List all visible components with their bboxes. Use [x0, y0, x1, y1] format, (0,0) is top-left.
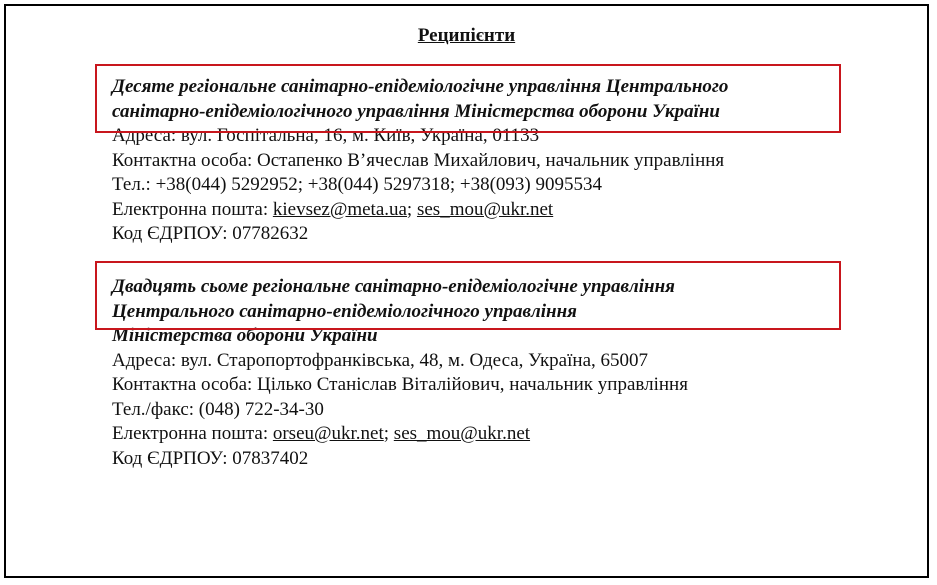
- recipient-1-phone: Тел.: +38(044) 5292952; +38(044) 5297318; +38(093) 9095534: [112, 174, 602, 195]
- recipient-1-email-label: Електронна пошта:: [112, 198, 273, 220]
- recipient-2-email-link-1[interactable]: orseu@ukr.net: [272, 423, 384, 444]
- recipient-2-org-line-1: Двадцять сьоме регіональне санітарно-епідеміологічне управління: [112, 276, 675, 297]
- recipient-1-email-link-1[interactable]: kievsez@meta.ua;: [272, 198, 413, 220]
- recipient-1-contact: Контактна особа: Остапенко В’ячеслав Михайлович, начальник управління: [112, 149, 725, 171]
- recipient-1-org-line-1: Десяте регіональне санітарно-епідеміологічне управління Центрального: [112, 76, 729, 97]
- recipient-1-email-row: [112, 198, 872, 223]
- recipient-2-org-line-2: Центрального санітарно-епідеміологічного управління: [112, 300, 577, 322]
- recipient-2-address: Адреса: вул. Старопортофранківська, 48, м. Одеса, Україна, 65007: [112, 349, 648, 371]
- recipient-2-edrpou: Код ЄДРПОУ: 07837402: [112, 447, 309, 469]
- document-page: [4, 4, 929, 578]
- recipient-2-email-separator: ;: [383, 423, 394, 444]
- recipient-1-address: Адреса: вул. Госпітальна, 16, м. Київ, Україна, 01133: [112, 125, 540, 146]
- recipient-2-contact: Контактна особа: Цілько Станіслав Віталійович, начальник управління: [112, 374, 688, 395]
- recipient-1-org-line-2: санітарно-епідеміологічного управління Міністерства оборони України: [112, 100, 720, 122]
- recipient-2-email-row: [112, 422, 872, 447]
- recipient-2-email-label: Електронна пошта:: [112, 423, 273, 444]
- recipient-1-edrpou: Код ЄДРПОУ: 07782632: [112, 223, 309, 244]
- recipient-1-email-link-2[interactable]: ses_mou@ukr.net: [416, 198, 554, 220]
- recipient-2-org-line-3: Міністерства оборони України: [112, 325, 378, 346]
- page-title: Реципієнти: [417, 25, 516, 46]
- recipient-2-phone: Тел./факс: (048) 722-34-30: [112, 398, 324, 420]
- recipient-block-2: [112, 275, 872, 471]
- recipient-2-email-link-2[interactable]: ses_mou@ukr.net: [393, 423, 531, 444]
- recipient-block-1: [112, 75, 872, 247]
